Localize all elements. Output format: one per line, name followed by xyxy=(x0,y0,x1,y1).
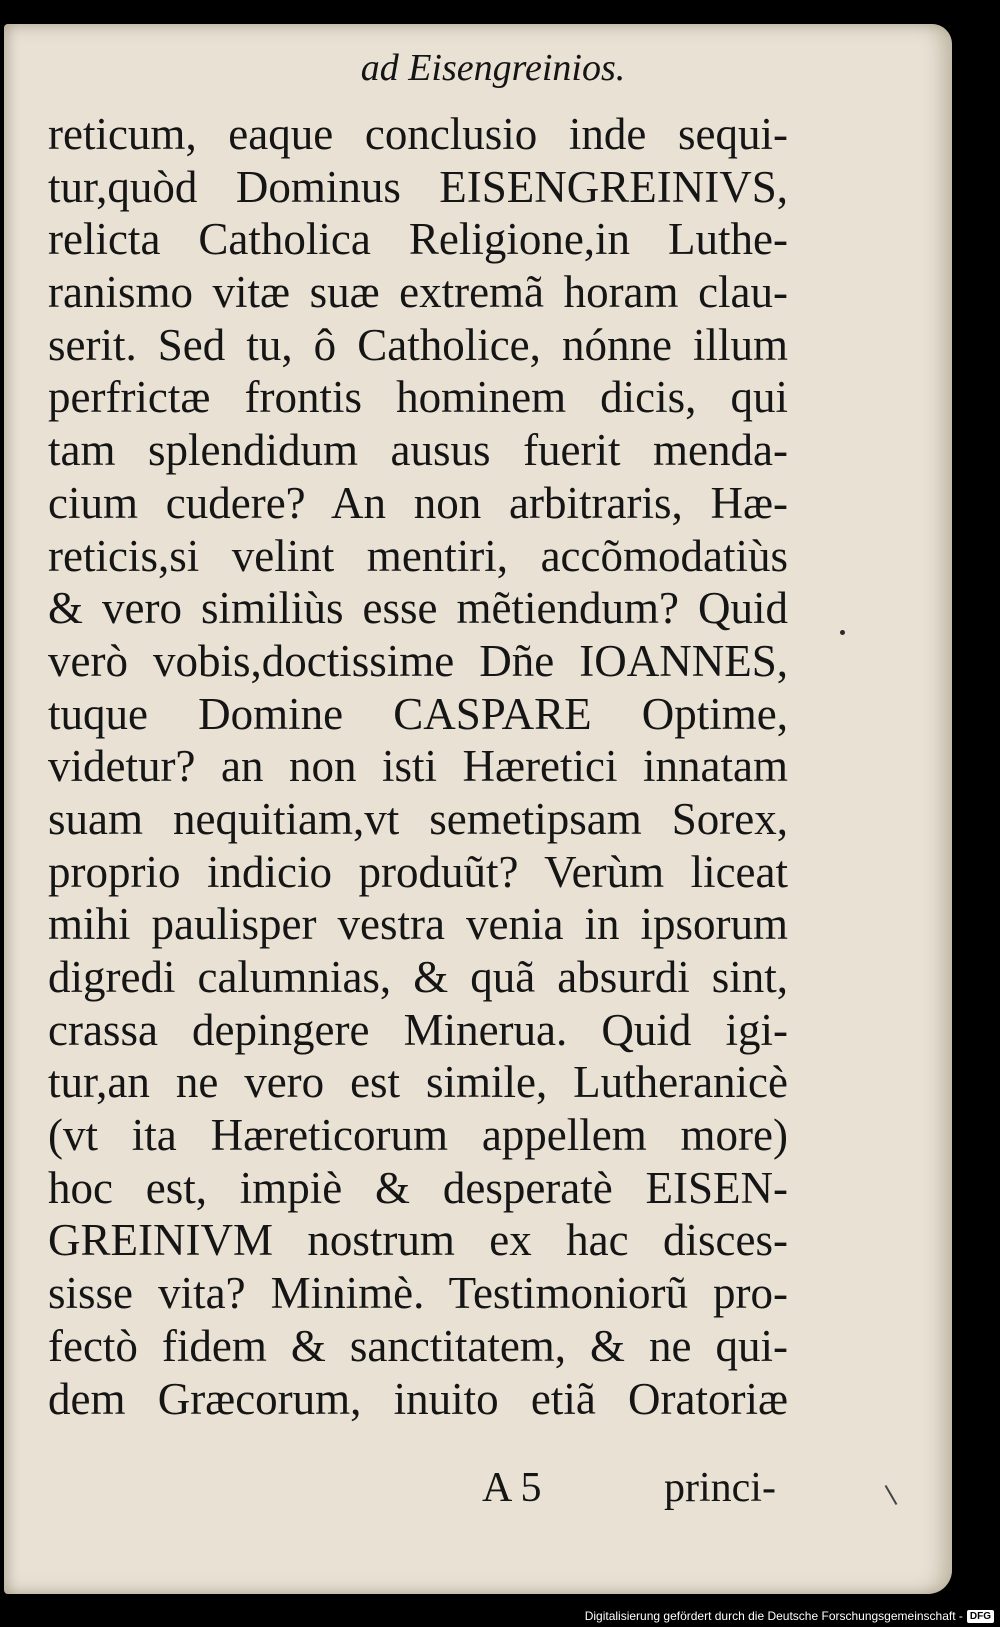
text-line: crassa depingere Minerua. Quid igi- xyxy=(48,1004,788,1055)
text-line: mihi paulisper vestra venia in ipsorum xyxy=(48,899,788,950)
text-line: fectò fidem & sanctitatem, & ne qui- xyxy=(48,1320,788,1371)
text-line: reticis,si velint mentiri, accõmodatiùs xyxy=(48,530,788,581)
text-line: videtur? an non isti Hæretici innatam xyxy=(48,741,788,792)
text-line: tuque Domine CASPARE Optime, xyxy=(48,688,788,739)
page-foot xyxy=(4,1464,952,1524)
catchword: princi- xyxy=(664,1465,776,1511)
text-line: tur,quòd Dominus EISENGREINIVS, xyxy=(48,161,788,212)
text-line: dem Græcorum, inuito etiã Oratoriæ xyxy=(48,1373,788,1424)
credit-text: Digitalisierung gefördert durch die Deutsche Forschungsgemeinschaft - xyxy=(584,1609,963,1623)
text-line: proprio indicio produũt? Verùm liceat xyxy=(48,846,788,897)
text-line: sisse vita? Minimè. Testimoniorũ pro- xyxy=(48,1268,788,1319)
text-line: reticum, eaque conclusio inde sequi- xyxy=(48,109,788,159)
text-line: & vero similiùs esse mẽtiendum? Quid xyxy=(48,583,788,634)
dfg-logo: DFG xyxy=(967,1610,994,1623)
text-line: serit. Sed tu, ô Catholice, nónne illum xyxy=(48,319,788,370)
text-line: cium cudere? An non arbitraris, Hæ- xyxy=(48,477,788,528)
text-line: verò vobis,doctissime Dñe IOANNES, xyxy=(48,635,788,686)
text-line: tam splendidum ausus fuerit menda- xyxy=(48,425,788,476)
digitization-credit xyxy=(585,1607,994,1625)
text-line: (vt ita Hæreticorum appellem more) xyxy=(48,1110,788,1161)
text-line: digredi calumnias, & quã absurdi sint, xyxy=(48,952,788,1002)
ink-speck xyxy=(840,630,845,635)
text-line: GREINIVM nostrum ex hac disces- xyxy=(48,1215,788,1266)
text-line: ranismo vitæ suæ extremã horam clau- xyxy=(48,267,788,318)
text-line: relicta Catholica Religione,in Luthe- xyxy=(48,214,788,265)
running-head: ad Eisengreinios. xyxy=(360,47,626,89)
text-line: tur,an ne vero est simile, Lutheranicè xyxy=(48,1057,788,1108)
text-line: perfrictæ frontis hominem dicis, qui xyxy=(48,372,788,423)
text-line: suam nequitiam,vt semetipsam Sorex, xyxy=(48,793,788,844)
signature-mark: A 5 xyxy=(482,1465,542,1511)
text-line: hoc est, impiè & desperatè EISEN- xyxy=(48,1162,788,1213)
body-text xyxy=(48,108,788,1425)
book-page xyxy=(4,24,952,1594)
